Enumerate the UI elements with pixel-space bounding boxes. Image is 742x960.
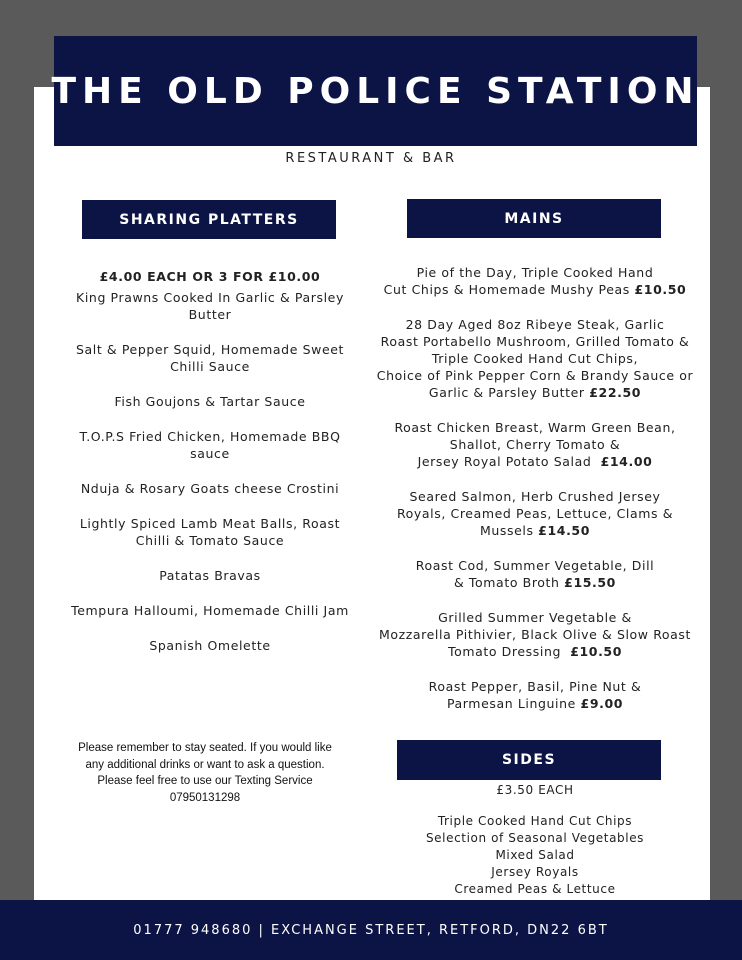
- main-line: Jersey Royal Potato Salad: [417, 454, 592, 469]
- main-line: Roast Cod, Summer Vegetable, Dill: [415, 558, 655, 573]
- main-line: Shallot, Cherry Tomato &: [449, 437, 621, 452]
- sharing-platters-heading-label: SHARING PLATTERS: [119, 211, 299, 228]
- title-banner: [51, 36, 700, 146]
- main-line: Garlic & Parsley Butter: [428, 385, 585, 400]
- list-item: [360, 316, 710, 401]
- list-item: Mixed Salad: [495, 848, 575, 862]
- main-line: Mozzarella Pithivier, Black Olive & Slow Roast: [378, 627, 692, 642]
- list-item: Lightly Spiced Lamb Meat Balls, Roast Chilli & Tomato Sauce: [79, 516, 341, 548]
- list-item: King Prawns Cooked In Garlic & Parsley Butter: [76, 290, 344, 322]
- footer-contact-text: 01777 948680 | EXCHANGE STREET, RETFORD, DN22 6BT: [133, 922, 609, 938]
- main-line: Tomato Dressing: [447, 644, 562, 659]
- main-line: Cut Chips & Homemade Mushy Peas: [383, 282, 630, 297]
- list-item: Nduja & Rosary Goats cheese Crostini: [80, 481, 340, 496]
- list-item: Fish Goujons & Tartar Sauce: [114, 394, 306, 409]
- sharing-platters-heading: [82, 200, 336, 239]
- list-item: Triple Cooked Hand Cut Chips: [437, 814, 633, 828]
- sharing-price-note: £4.00 EACH OR 3 FOR £10.00: [99, 269, 321, 284]
- list-item: [360, 488, 710, 539]
- list-item: Patatas Bravas: [159, 568, 261, 583]
- restaurant-title: THE OLD POLICE STATION: [51, 70, 700, 112]
- main-line: Triple Cooked Hand Cut Chips,: [431, 351, 639, 366]
- list-item: Tempura Halloumi, Homemade Chilli Jam: [71, 603, 349, 618]
- mains-heading-label: MAINS: [504, 210, 564, 227]
- list-item: [360, 264, 710, 298]
- list-item: Creamed Peas & Lettuce: [454, 882, 616, 896]
- texting-service-notice: Please remember to stay seated. If you would like any additional drinks or want to ask a question. Please feel free to use our Texting Service 07950131298: [78, 742, 332, 804]
- list-item: Jersey Royals: [491, 865, 579, 879]
- restaurant-subtitle: RESTAURANT & BAR: [285, 151, 457, 166]
- sharing-platters-list: [70, 268, 350, 654]
- main-price: £22.50: [589, 385, 642, 400]
- mains-list: [360, 264, 710, 712]
- main-price: £10.50: [570, 644, 623, 659]
- main-price: £10.50: [634, 282, 687, 297]
- main-line: Choice of Pink Pepper Corn & Brandy Sauce or: [376, 368, 694, 383]
- main-line: Mussels: [479, 523, 534, 538]
- sides-list: [360, 782, 710, 898]
- list-item: Salt & Pepper Squid, Homemade Sweet Chilli Sauce: [75, 342, 345, 374]
- list-item: [360, 557, 710, 591]
- sides-heading-label: SIDES: [501, 752, 557, 768]
- main-line: Roast Chicken Breast, Warm Green Bean,: [394, 420, 676, 435]
- main-price: £14.50: [538, 523, 591, 538]
- list-item: Selection of Seasonal Vegetables: [425, 831, 645, 845]
- mains-heading: [407, 199, 661, 238]
- list-item: Spanish Omelette: [149, 638, 271, 653]
- main-price: £9.00: [580, 696, 624, 711]
- main-line: Parmesan Linguine: [446, 696, 576, 711]
- main-line: Pie of the Day, Triple Cooked Hand: [416, 265, 654, 280]
- main-price: £15.50: [564, 575, 616, 590]
- main-line: Roast Pepper, Basil, Pine Nut &: [428, 679, 642, 694]
- list-item: T.O.P.S Fried Chicken, Homemade BBQ sauce: [79, 429, 341, 461]
- list-item: [360, 609, 710, 660]
- main-line: & Tomato Broth: [454, 575, 560, 590]
- list-item: [360, 678, 710, 712]
- main-price: £14.00: [600, 454, 653, 469]
- sides-price-note: £3.50 EACH: [496, 783, 574, 797]
- main-line: Roast Portabello Mushroom, Grilled Tomato &: [380, 334, 690, 349]
- sides-heading: [397, 740, 661, 780]
- list-item: [360, 419, 710, 470]
- main-line: 28 Day Aged 8oz Ribeye Steak, Garlic: [405, 317, 665, 332]
- main-line: Grilled Summer Vegetable &: [438, 610, 632, 625]
- main-line: Seared Salmon, Herb Crushed Jersey: [409, 489, 661, 504]
- main-line: Royals, Creamed Peas, Lettuce, Clams &: [396, 506, 674, 521]
- footer-contact: [0, 900, 742, 960]
